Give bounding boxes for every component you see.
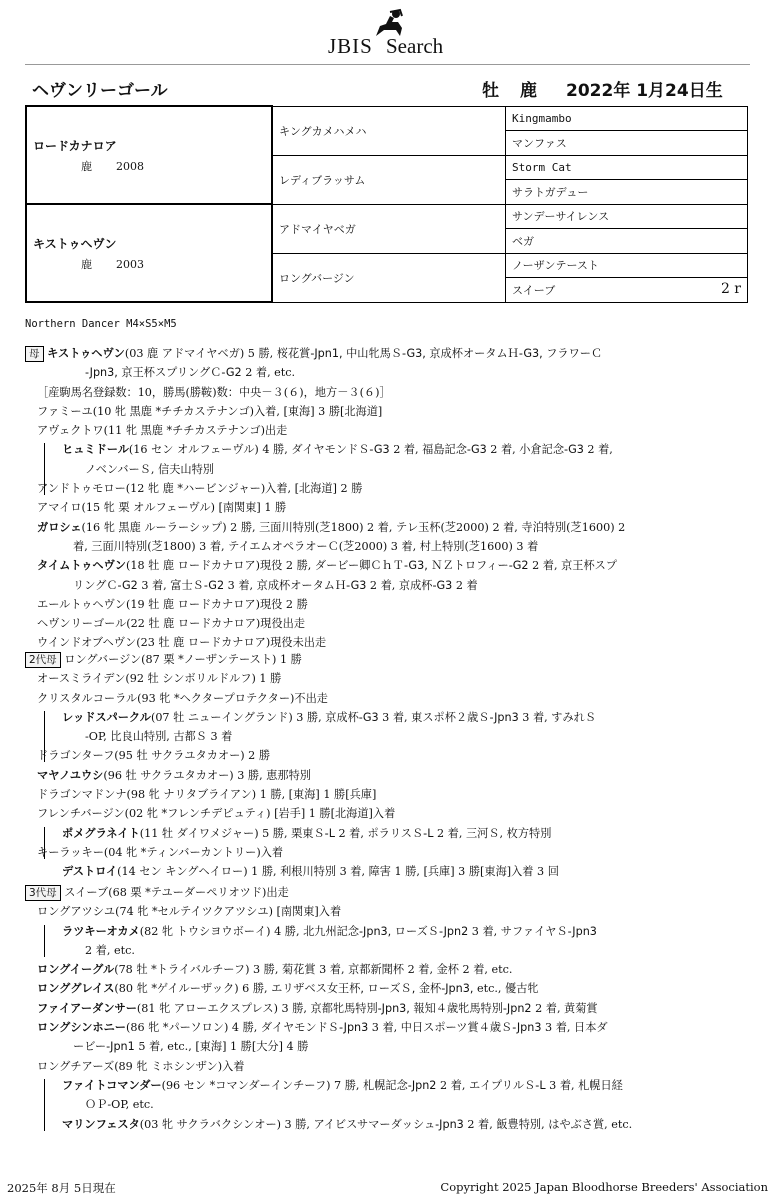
pedigree-gen3-cell[interactable] bbox=[506, 278, 748, 303]
pedigree-gen3-cell[interactable]: ノーザンテースト bbox=[506, 253, 748, 278]
race-record-text: ドラゴンマドンナ(98 牝 ナリタブライアン) 1 勝, [東海] 1 勝[兵庫] bbox=[37, 788, 377, 802]
race-record-text: 2 着 bbox=[452, 578, 478, 592]
race-record-text: 中日スポーツ賞４歳Ｓ-Jpn3 bbox=[400, 1021, 542, 1035]
pedigree-gen3-cell[interactable]: Storm Cat bbox=[506, 155, 748, 180]
family-line bbox=[25, 999, 755, 1018]
race-record-text: ービー-Jpn1 bbox=[73, 1040, 135, 1054]
pedigree-gen3-name[interactable]: スイーブ bbox=[512, 283, 556, 297]
race-record-text: (81 牝 アローエクスプレス) 3 勝, bbox=[136, 1001, 311, 1015]
race-record-text: ファミーユ(10 牝 黒鹿 *チチカステナンゴ)入着, [東海] 3 勝[北海道] bbox=[37, 404, 383, 418]
dam-section bbox=[25, 344, 755, 653]
horse-birthdate: 2022年 1月24日生 bbox=[566, 81, 723, 101]
race-record-text: ドラゴンターフ(95 牡 サクラユタカオー) 2 勝 bbox=[37, 749, 271, 763]
family-line bbox=[25, 576, 755, 595]
race-record-text: 3 着, すみれＳ bbox=[518, 710, 597, 724]
third-dam-section bbox=[25, 883, 755, 1134]
race-record-text: 菊花賞 bbox=[281, 963, 316, 977]
pedigree-table bbox=[25, 105, 748, 303]
horse-sex: 牡 bbox=[482, 81, 499, 101]
race-record-text: 京成杯-G3 bbox=[325, 710, 379, 724]
pedigree-dam-cell bbox=[26, 204, 272, 302]
race-record-text: 5 着, etc., [東海] 1 勝[大分] 4 勝 bbox=[134, 1040, 309, 1054]
logo-jbis-text: JBIS bbox=[328, 34, 373, 58]
sire-name[interactable]: ロードカナロア bbox=[33, 138, 117, 153]
race-record-text: -OP, 比良山特別, 古都Ｓ 3 着 bbox=[85, 730, 233, 744]
dam-name[interactable]: キストゥヘヴン bbox=[33, 236, 117, 251]
family-line bbox=[25, 843, 755, 862]
pedigree-sire-cell bbox=[26, 106, 272, 204]
race-record-text: 北九州記念-Jpn3, ローズＳ-Jpn2 bbox=[303, 924, 469, 938]
race-record-text: 3 着, bbox=[368, 1021, 401, 1035]
family-line bbox=[25, 650, 755, 669]
family-line bbox=[25, 518, 755, 537]
dam-year: 2003 bbox=[116, 257, 144, 271]
inbreeding-note: Northern Dancer M4×S5×M5 bbox=[25, 318, 177, 330]
family-line bbox=[25, 537, 755, 556]
race-record-text: 金杯 bbox=[436, 963, 459, 977]
race-record-text: 2 着, bbox=[528, 559, 562, 573]
family-line bbox=[25, 1115, 755, 1134]
race-record-text: ダイヤモンドＳ-Jpn3 bbox=[260, 1021, 369, 1035]
race-record-text: エイプリルＳ-L bbox=[468, 1078, 546, 1092]
race-record-text: 2 着, 三河Ｓ, 枚方特別 bbox=[433, 826, 552, 840]
horse-name-link[interactable]: キストゥヘヴン bbox=[47, 347, 125, 360]
race-record-text: etc., 優古牝 bbox=[473, 982, 539, 996]
race-record-text: 2 着, bbox=[436, 1078, 469, 1092]
race-record-text: (16 牝 黒鹿 ルーラーシップ) 2 勝, 三面川特別(芝1800) 2 着, テレ玉杯(芝2000) 2 着, 寺泊特別(芝1600) 2 bbox=[81, 520, 626, 534]
race-record-text: ロングチアーズ(89 牝 ミホシンザン)入着 bbox=[37, 1059, 245, 1073]
generation-label: 2代母 bbox=[25, 652, 61, 668]
family-line bbox=[25, 556, 755, 575]
race-record-text: 2 着, etc. bbox=[245, 366, 296, 380]
family-line bbox=[25, 402, 755, 421]
family-number: 2 r bbox=[720, 281, 741, 297]
family-line bbox=[25, 1095, 755, 1114]
race-record-text: 3 着, bbox=[468, 924, 501, 938]
horse-name-link[interactable]: マリンフェスタ bbox=[62, 1117, 140, 1131]
horse-name-link[interactable]: ロングシンホニー bbox=[37, 1021, 126, 1035]
race-record-text: エールトゥヘヴン(19 牡 鹿 ロードカナロア)現役 2 勝 bbox=[37, 597, 308, 611]
race-record-text: 3 着, bbox=[541, 1021, 575, 1035]
copyright: Copyright 2025 Japan Bloodhorse Breeders' Association bbox=[440, 1180, 768, 1194]
race-record-text: アマイロ(15 牝 栗 オルフェーヴル) [南関東] 1 勝 bbox=[37, 501, 287, 515]
race-record-text: 2 着, bbox=[404, 963, 437, 977]
pedigree-gen2-cell[interactable]: ロングバージン bbox=[272, 253, 506, 302]
race-record-text: キーラッキー(04 牝 *ティンバーカントリー)入着 bbox=[37, 845, 284, 859]
race-record-text: 着, 三面川特別(芝1800) 3 着, テイエムオペラオーＣ(芝2000) 3 着, 村上特別(芝1600) 3 着 bbox=[73, 539, 539, 553]
race-record-text: ロングバージン(87 栗 *ノーザンテースト) 1 勝 bbox=[64, 653, 302, 666]
race-record-text: エリザベス女王杯, ローズＳ, 金杯-Jpn3, bbox=[271, 982, 474, 996]
race-record-text: 京成杯-G3 bbox=[398, 578, 453, 592]
race-record-text: 3 着, bbox=[315, 963, 349, 977]
family-line bbox=[25, 922, 755, 941]
horse-title-row bbox=[32, 76, 745, 102]
horse-color: 鹿 bbox=[520, 81, 537, 101]
family-line bbox=[25, 421, 755, 440]
family-line bbox=[25, 614, 755, 633]
horse-name-link[interactable]: タイムトゥヘヴン bbox=[37, 559, 126, 573]
family-line bbox=[25, 1076, 755, 1095]
race-record-text: 東スポ杯２歳Ｓ-Jpn3 bbox=[411, 710, 519, 724]
pedigree-gen3-cell[interactable]: サラトガデュー bbox=[506, 180, 748, 205]
horse-name: ヘヴンリーゴール bbox=[32, 81, 168, 101]
race-record-text: クリスタルコーラル(93 牝 *ヘクタープロテクター)不出走 bbox=[37, 691, 328, 705]
race-record-text: アヴェクトワ(11 牝 黒鹿 *チチカステナンゴ)出走 bbox=[37, 424, 288, 438]
horse-name-link[interactable]: ガロシェ bbox=[37, 520, 82, 534]
race-record-text: (18 牡 鹿 ロードカナロア)現役 2 勝, bbox=[126, 559, 315, 573]
race-record-text: ノベンバーＳ, 信夫山特別 bbox=[85, 462, 214, 476]
family-line bbox=[25, 766, 755, 785]
race-record-text: 2 着, etc. bbox=[458, 963, 513, 977]
horse-name-link[interactable]: ロングイーグル bbox=[37, 963, 115, 977]
race-record-text: アンドトゥモロー(12 牝 鹿 *ハービンジャー)入着, [北海道] 2 勝 bbox=[37, 482, 363, 496]
family-line bbox=[25, 669, 755, 688]
sire-year: 2008 bbox=[116, 159, 144, 173]
race-record-text: (11 牡 ダイワメジャー) 5 勝, bbox=[139, 826, 292, 840]
family-line bbox=[25, 595, 755, 614]
race-record-text: 京都新聞杯 bbox=[348, 963, 405, 977]
family-line bbox=[25, 344, 755, 363]
family-line bbox=[25, 979, 755, 998]
family-line bbox=[25, 440, 755, 459]
race-record-text: -Jpn3, 京王杯スプリングＣ-G2 bbox=[85, 366, 246, 380]
race-record-text: (82 牝 トウシヨウボーイ) 4 勝, bbox=[139, 924, 304, 938]
pedigree-gen3-cell[interactable]: ベガ bbox=[506, 229, 748, 254]
pedigree-gen2-cell[interactable]: キングカメハメハ bbox=[272, 106, 506, 155]
race-record-text: 2 着, 飯豊特別, はやぶさ賞, etc. bbox=[463, 1117, 633, 1131]
family-line bbox=[25, 960, 755, 979]
horse-name-link[interactable]: レッドスパークル bbox=[62, 710, 151, 724]
pedigree-gen3-cell[interactable]: マンファス bbox=[506, 131, 748, 156]
race-record-text: 富士Ｓ-G2 bbox=[170, 578, 225, 592]
race-record-text: 札幌記念-Jpn2 bbox=[363, 1078, 437, 1092]
horse-name-link[interactable]: ポメグラネイト bbox=[62, 826, 140, 840]
family-line bbox=[25, 883, 755, 902]
race-record-text: 3 着, bbox=[137, 578, 171, 592]
family-line bbox=[25, 689, 755, 708]
family-line bbox=[25, 383, 755, 402]
race-record-text: ［産駒馬名登録数：10，勝馬(勝鞍)数：中央－３(６)，地方－３(６)］ bbox=[37, 385, 391, 399]
race-record-text: (16 セン オルフェーヴル) 4 勝, bbox=[128, 443, 292, 457]
race-record-text: 栗東Ｓ-L bbox=[291, 826, 335, 840]
family-line bbox=[25, 1057, 755, 1076]
second-dam-section bbox=[25, 650, 755, 882]
race-record-text: 3 着, 札幌日経 bbox=[545, 1078, 623, 1092]
family-line bbox=[25, 479, 755, 498]
race-record-text: 小倉記念-G3 bbox=[519, 443, 584, 457]
race-record-text: 京都牝馬特別-Jpn3, 報知４歳牝馬特別-Jpn2 bbox=[310, 1001, 532, 1015]
race-record-text: (96 セン *コマンダーインチーフ) 7 勝, bbox=[161, 1078, 364, 1092]
race-record-text: 福島記念-G3 bbox=[422, 443, 487, 457]
pedigree-gen3-cell[interactable]: サンデーサイレンス bbox=[506, 204, 748, 229]
family-line bbox=[25, 708, 755, 727]
jbis-search-logo[interactable] bbox=[328, 8, 458, 58]
race-record-text: ウインドオブヘヴン(23 牡 鹿 ロードカナロア)現役未出走 bbox=[37, 636, 327, 650]
race-record-text: 2 着, bbox=[366, 578, 399, 592]
generation-label: 3代母 bbox=[25, 885, 61, 901]
race-record-text: (14 セン キングヘイロー) 1 勝, 利根川特別 3 着, 障害 1 勝, [兵庫] 3 勝[東海]入着 3 回 bbox=[117, 865, 559, 879]
family-line bbox=[25, 862, 755, 881]
race-record-text: (03 鹿 アドマイヤベガ) 5 勝, bbox=[124, 347, 277, 360]
as-of-date: 2025年 8月 5日現在 bbox=[7, 1181, 116, 1195]
family-line bbox=[25, 824, 755, 843]
race-record-text: ヘヴンリーゴール(22 牡 鹿 ロードカナロア)現役出走 bbox=[37, 617, 306, 631]
family-line bbox=[25, 902, 755, 921]
horse-name-link[interactable]: ヒュミドール bbox=[62, 443, 129, 457]
race-record-text: 2 着, bbox=[583, 443, 613, 457]
pedigree-gen2-cell[interactable]: アドマイヤベガ bbox=[272, 204, 506, 253]
race-record-text: 桜花賞-Jpn1, 中山牝馬Ｓ-G3, 京成杯オータムＨ-G3, フラワーＣ bbox=[276, 347, 603, 360]
family-line bbox=[25, 727, 755, 746]
race-record-text: スイーブ(68 栗 *テユーダーペリオツド)出走 bbox=[64, 886, 289, 899]
race-record-text: ポラリスＳ-L bbox=[367, 826, 434, 840]
family-line bbox=[25, 1037, 755, 1056]
horse-name-link[interactable]: デストロイ bbox=[62, 865, 118, 879]
race-record-text: 2 着, bbox=[486, 443, 520, 457]
horse-name-link[interactable]: ロンググレイス bbox=[37, 982, 115, 996]
family-line bbox=[25, 785, 755, 804]
race-record-text: (86 牝 *パーソロン) 4 勝, bbox=[126, 1021, 261, 1035]
race-record-text: ダイヤモンドＳ-G3 bbox=[291, 443, 390, 457]
family-line bbox=[25, 1018, 755, 1037]
horse-name-link[interactable]: マヤノユウシ bbox=[37, 768, 104, 782]
header-divider bbox=[25, 64, 750, 65]
race-record-text: (96 牡 サクラユタカオー) 3 勝, 恵那特別 bbox=[103, 768, 311, 782]
race-record-text: 3 着, bbox=[224, 578, 257, 592]
pedigree-gen2-cell[interactable]: レディブラッサム bbox=[272, 155, 506, 204]
race-record-text: リングＣ-G2 bbox=[73, 578, 138, 592]
race-record-text: (07 牡 ニューイングランド) 3 勝, bbox=[150, 710, 326, 724]
race-record-text: 2 着, bbox=[334, 826, 368, 840]
race-record-text: オースミライデン(92 牡 シンボリルドルフ) 1 勝 bbox=[37, 672, 282, 686]
race-record-text: 2 着, 黄菊賞 bbox=[531, 1001, 598, 1015]
race-record-text: ロングアツシユ(74 牝 *セルテイツクアツシユ) [南関東]入着 bbox=[37, 905, 342, 919]
race-record-text: ダービー卿ＣｈＴ-G3, ＮＺトロフィー-G2 bbox=[314, 559, 529, 573]
race-record-text: (03 牝 サクラバクシンオー) 3 勝, bbox=[139, 1117, 314, 1131]
race-record-text: 3 着, bbox=[378, 710, 412, 724]
race-record-text: 日本ダ bbox=[574, 1021, 608, 1035]
race-record-text: サファイヤＳ-Jpn3 bbox=[500, 924, 597, 938]
family-line bbox=[25, 746, 755, 765]
race-record-text: 京成杯オータムＨ-G3 bbox=[256, 578, 367, 592]
race-record-text: ＯＰ-OP, etc. bbox=[85, 1098, 154, 1112]
sire-color: 鹿 bbox=[81, 159, 92, 173]
race-record-text: (78 牡 *トライバルチーフ) 3 勝, bbox=[114, 963, 282, 977]
pedigree-gen3-cell[interactable]: Kingmambo bbox=[506, 106, 748, 131]
race-record-text: 2 着, etc. bbox=[85, 943, 135, 957]
generation-label: 母 bbox=[25, 346, 44, 362]
race-record-text: 京王杯スプ bbox=[561, 559, 618, 573]
family-line bbox=[25, 363, 755, 382]
family-line bbox=[25, 460, 755, 479]
family-line bbox=[25, 804, 755, 823]
race-record-text: アイビスサマーダッシュ-Jpn3 bbox=[313, 1117, 464, 1131]
race-record-text: 2 着, bbox=[389, 443, 423, 457]
logo-search-text: Search bbox=[386, 34, 444, 58]
horse-name-link[interactable]: ファイトコマンダー bbox=[62, 1078, 162, 1092]
horse-name-link[interactable]: ファイアーダンサー bbox=[37, 1001, 137, 1015]
dam-color: 鹿 bbox=[81, 257, 92, 271]
family-line bbox=[25, 941, 755, 960]
family-line bbox=[25, 498, 755, 517]
race-record-text: (80 牝 *ゲイルーザック) 6 勝, bbox=[114, 982, 272, 996]
race-record-text: フレンチバージン(02 牝 *フレンチデピュティ) [岩手] 1 勝[北海道]入着 bbox=[37, 807, 396, 821]
horse-name-link[interactable]: ラツキーオカメ bbox=[62, 924, 140, 938]
